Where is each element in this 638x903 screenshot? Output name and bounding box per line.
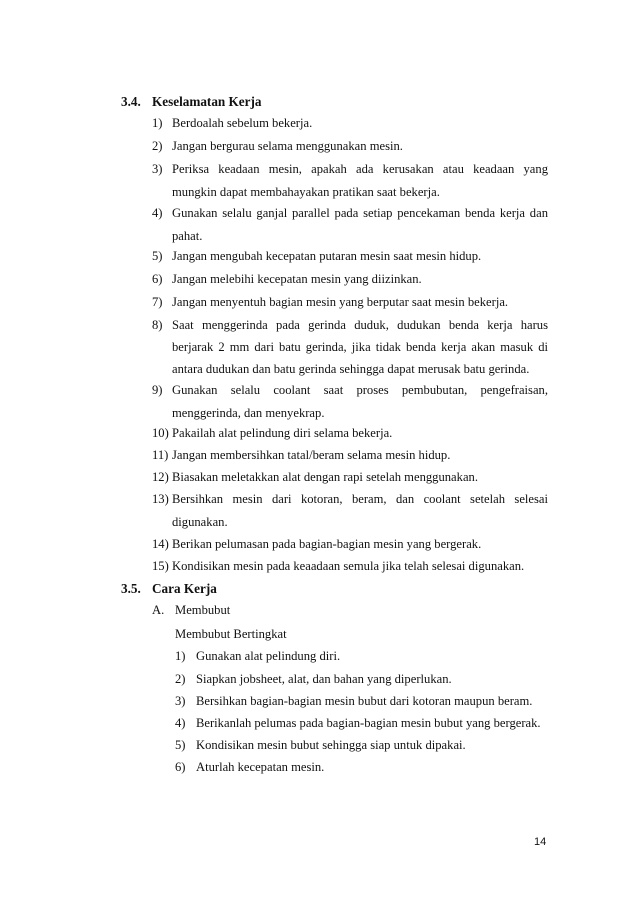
list-item: 1) Gunakan alat pelindung diri. <box>175 649 341 663</box>
subsection-letter: A. <box>152 603 165 617</box>
list-item: 5) Kondisikan mesin bubut sehingga siap untuk dipakai. <box>175 738 466 752</box>
list-item: 6) Aturlah kecepatan mesin. <box>175 760 325 774</box>
section-title: Cara Kerja <box>152 581 217 596</box>
list-item: 2) Jangan bergurau selama menggunakan mesin. <box>152 139 403 153</box>
list-item: 14) Berikan pelumasan pada bagian-bagian mesin yang bergerak. <box>152 537 482 551</box>
page-number: 14 <box>534 836 547 848</box>
subsection-title: Membubut <box>175 603 231 617</box>
list-item: 13) Bersihkan mesin dari kotoran, beram, dan coolant setelah selesai digunakan. <box>152 492 548 529</box>
list-item: 4) Berikanlah pelumas pada bagian-bagian mesin bubut yang bergerak. <box>175 716 541 730</box>
list-item: 5) Jangan mengubah kecepatan putaran mesin saat mesin hidup. <box>152 249 482 263</box>
section-heading-3-4 <box>121 94 421 110</box>
list-item: 4) Gunakan selalu ganjal parallel pada setiap pencekaman benda kerja dan pahat. <box>152 206 548 243</box>
list-item: 9) Gunakan selalu coolant saat proses pembubutan, pengefraisan, menggerinda, dan menyekrap. <box>152 383 548 420</box>
section-title: Keselamatan Kerja <box>152 94 262 109</box>
list-item: 2) Siapkan jobsheet, alat, dan bahan yang diperlukan. <box>175 672 452 686</box>
list-item: 7) Jangan menyentuh bagian mesin yang berputar saat mesin bekerja. <box>152 295 509 309</box>
list-item: 3) Bersihkan bagian-bagian mesin bubut dari kotoran maupun beram. <box>175 694 533 708</box>
list-item: 12) Biasakan meletakkan alat dengan rapi setelah menggunakan. <box>152 470 478 484</box>
list-item: 11) Jangan membersihkan tatal/beram selama mesin hidup. <box>152 448 451 462</box>
subsubsection-title: Membubut Bertingkat <box>175 627 287 641</box>
list-item: 8) Saat menggerinda pada gerinda duduk, dudukan benda kerja harus berjarak 2 mm dari batu gerinda, jika tidak benda kerja akan masuk di antara dudukan dan batu gerinda sehingga dapat merusak batu gerinda. <box>152 318 548 376</box>
list-item: 1) Berdoalah sebelum bekerja. <box>152 116 313 130</box>
section-number: 3.4. <box>121 94 141 109</box>
list-item: 15) Kondisikan mesin pada keaadaan semula jika telah selesai digunakan. <box>152 559 525 573</box>
list-item: 6) Jangan melebihi kecepatan mesin yang diizinkan. <box>152 272 422 286</box>
list-item: 10) Pakailah alat pelindung diri selama bekerja. <box>152 426 393 440</box>
section-number: 3.5. <box>121 581 141 596</box>
section-heading-3-5 <box>121 581 421 597</box>
list-item: 3) Periksa keadaan mesin, apakah ada kerusakan atau keadaan yang mungkin dapat membahayakan pratikan saat bekerja. <box>152 162 548 199</box>
